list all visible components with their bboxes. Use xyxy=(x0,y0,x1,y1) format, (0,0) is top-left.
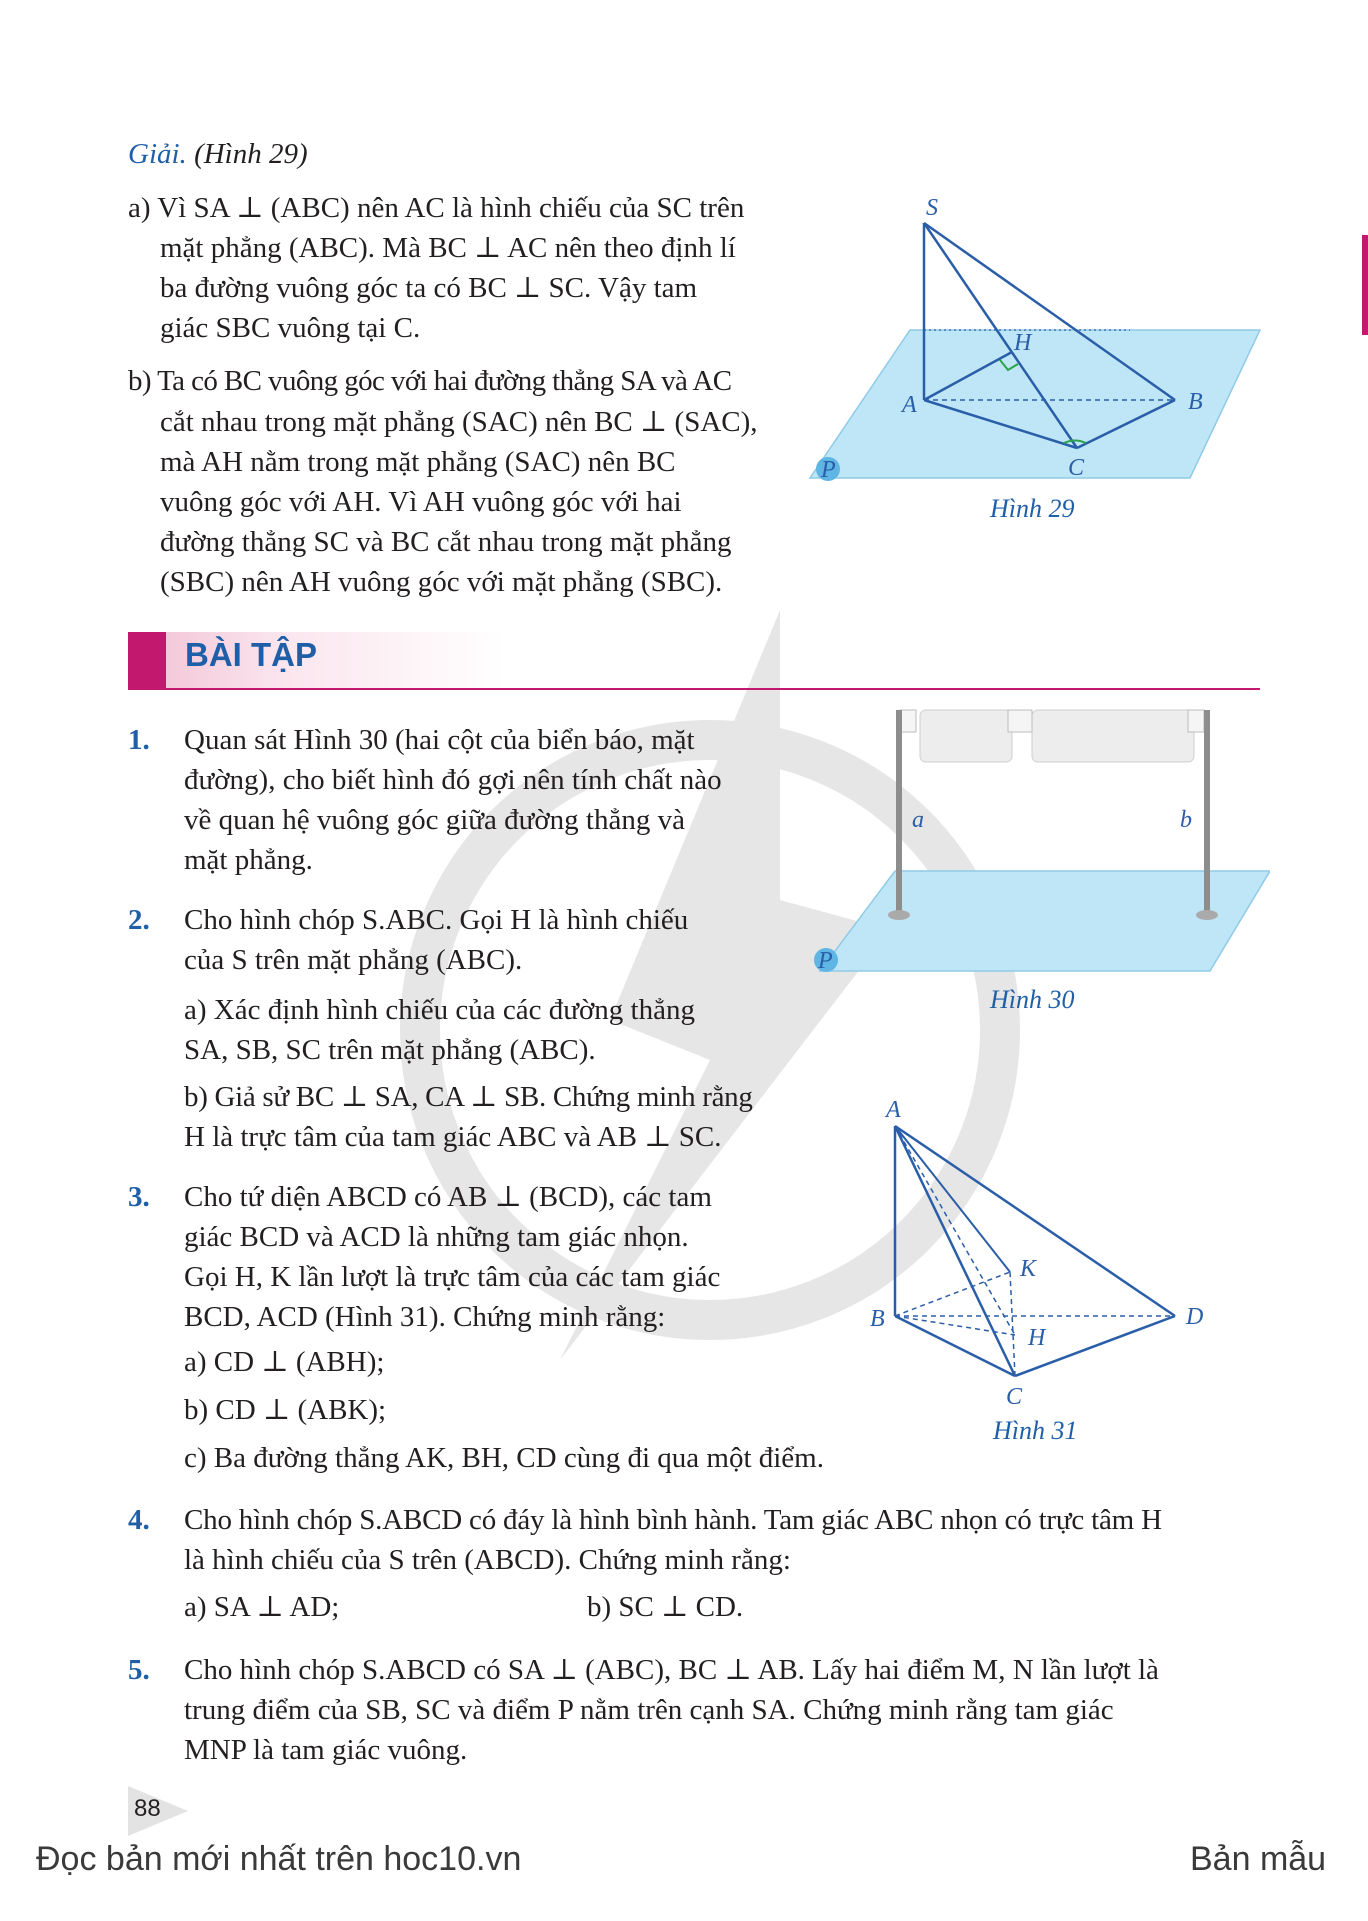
label-p: P xyxy=(821,457,836,483)
solution-a-line: a) Vì SA ⊥ (ABC) nên AC là hình chiếu của SC trên xyxy=(128,192,745,224)
figure-29-pyramid xyxy=(800,190,1280,530)
footer-left-text: Đọc bản mới nhất trên hoc10.vn xyxy=(36,1840,522,1878)
solution-b-line: vuông góc với AH. Vì AH vuông góc với hai xyxy=(160,486,682,518)
exercise-line: về quan hệ vuông góc giữa đường thẳng và xyxy=(184,804,685,836)
exercise-number: 1. xyxy=(128,724,150,756)
solution-b-line: cắt nhau trong mặt phẳng (SAC) nên BC ⊥ (SAC), xyxy=(160,406,758,438)
plane-p xyxy=(820,871,1270,971)
exercise-line: Cho hình chóp S.ABCD có đáy là hình bình hành. Tam giác ABC nhọn có trực tâm H xyxy=(184,1504,1162,1536)
footer-right-text: Bản mẫu xyxy=(1190,1840,1327,1878)
exercise-line: Cho tứ diện ABCD có AB ⊥ (BCD), các tam xyxy=(184,1181,712,1213)
exercise-3a: a) CD ⊥ (ABH); xyxy=(184,1346,385,1378)
exercise-2a-line: SA, SB, SC trên mặt phẳng (ABC). xyxy=(184,1034,596,1066)
page-number: 88 xyxy=(134,1795,161,1822)
solution-b-line: (SBC) nên AH vuông góc với mặt phẳng (SBC). xyxy=(160,566,723,598)
label-h: H xyxy=(1028,1325,1046,1351)
figure-30-sign-posts xyxy=(800,705,1270,985)
exercise-number: 5. xyxy=(128,1654,150,1686)
figure-29-caption: Hình 29 xyxy=(990,494,1075,523)
exercise-line: trung điểm của SB, SC và điểm P nằm trên cạnh SA. Chứng minh rằng tam giác xyxy=(184,1694,1114,1726)
figure-31-caption: Hình 31 xyxy=(993,1416,1078,1445)
exercise-2b-line: H là trực tâm của tam giác ABC và AB ⊥ SC. xyxy=(184,1121,722,1153)
edge-tab-marker xyxy=(1362,235,1368,335)
exercise-3c: c) Ba đường thẳng AK, BH, CD cùng đi qua một điểm. xyxy=(184,1442,824,1474)
label-c: C xyxy=(1006,1384,1023,1410)
exercise-line: là hình chiếu của S trên (ABCD). Chứng minh rằng: xyxy=(184,1544,791,1576)
label-b: b xyxy=(1180,807,1192,833)
label-k: K xyxy=(1020,1256,1037,1282)
solution-b-line: mà AH nằm trong mặt phẳng (SAC) nên BC xyxy=(160,446,676,478)
exercise-line: Cho hình chóp S.ABC. Gọi H là hình chiếu xyxy=(184,904,689,936)
label-c: C xyxy=(1068,455,1085,481)
exercise-line: giác BCD và ACD là những tam giác nhọn. xyxy=(184,1221,689,1253)
solution-heading xyxy=(128,134,308,174)
solution-a-line: giác SBC vuông tại C. xyxy=(160,312,421,344)
exercise-line: đường), cho biết hình đó gợi nên tính chất nào xyxy=(184,764,722,796)
exercise-line: của S trên mặt phẳng (ABC). xyxy=(184,944,523,976)
label-h: H xyxy=(1014,330,1032,356)
solution-b-line: b) Ta có BC vuông góc với hai đường thẳng SA và AC xyxy=(128,365,732,397)
solution-a-line: mặt phẳng (ABC). Mà BC ⊥ AC nên theo định lí xyxy=(160,232,736,264)
exercise-2a-line: a) Xác định hình chiếu của các đường thẳng xyxy=(184,994,695,1026)
solution-a-line: ba đường vuông góc ta có BC ⊥ SC. Vậy tam xyxy=(160,272,698,304)
solution-b-line: đường thẳng SC và BC cắt nhau trong mặt phẳng xyxy=(160,526,732,558)
label-d: D xyxy=(1186,1304,1204,1330)
label-p: P xyxy=(818,948,833,974)
exercise-2b-line: b) Giả sử BC ⊥ SA, CA ⊥ SB. Chứng minh rằng xyxy=(184,1081,753,1113)
label-s: S xyxy=(926,195,938,221)
label-b: B xyxy=(870,1306,885,1332)
label-a: a xyxy=(912,807,924,833)
exercise-line: Quan sát Hình 30 (hai cột của biển báo, mặt xyxy=(184,724,695,756)
label-b: B xyxy=(1188,389,1203,415)
exercise-number: 2. xyxy=(128,904,150,936)
exercise-line: MNP là tam giác vuông. xyxy=(184,1734,468,1766)
label-a: A xyxy=(902,392,917,418)
exercise-number: 4. xyxy=(128,1504,150,1536)
exercise-number: 3. xyxy=(128,1181,150,1213)
section-title: BÀI TẬP xyxy=(185,636,317,673)
label-a: A xyxy=(886,1097,901,1123)
exercise-line: mặt phẳng. xyxy=(184,844,313,876)
exercise-line: Cho hình chóp S.ABCD có SA ⊥ (ABC), BC ⊥ AB. Lấy hai điểm M, N lần lượt là xyxy=(184,1654,1159,1686)
exercise-3b: b) CD ⊥ (ABK); xyxy=(184,1394,387,1426)
solution-ref: (Hình 29) xyxy=(194,138,308,170)
exercise-line: Gọi H, K lần lượt là trực tâm của các tam giác xyxy=(184,1261,721,1293)
figure-31-tetrahedron xyxy=(860,1090,1240,1410)
exercise-4a: a) SA ⊥ AD; xyxy=(184,1591,340,1623)
exercise-line: BCD, ACD (Hình 31). Chứng minh rằng: xyxy=(184,1301,666,1333)
exercise-4b: b) SC ⊥ CD. xyxy=(587,1591,744,1623)
solution-label: Giải. xyxy=(128,138,187,170)
figure-30-caption: Hình 30 xyxy=(990,985,1075,1014)
